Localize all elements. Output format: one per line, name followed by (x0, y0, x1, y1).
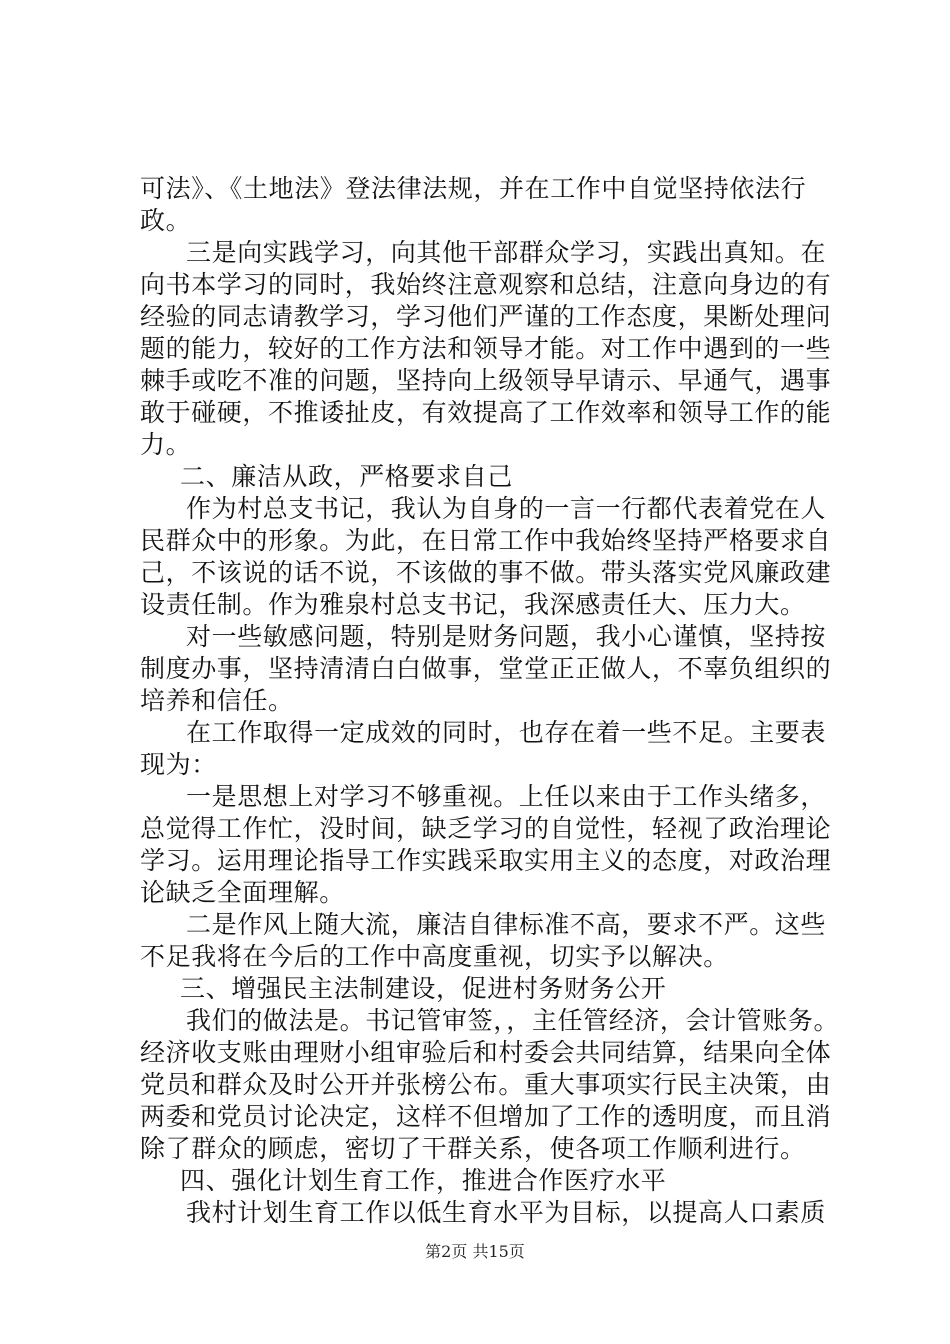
text-line: 两委和党员讨论决定，这样不但增加了工作的透明度，而且消 (140, 1102, 832, 1131)
text-line: 制度办事，坚持清清白白做事，堂堂正正做人，不辜负组织的 (140, 654, 832, 683)
text-line: 政。 (140, 206, 192, 235)
text-line: 经验的同志请教学习，学习他们严谨的工作态度，果断处理问 (140, 302, 832, 331)
paragraph-start: 一是思想上对学习不够重视。上任以来由于工作头绪多， (186, 782, 827, 811)
text-line: 论缺乏全面理解。 (140, 878, 345, 907)
text-line: 经济收支账由理财小组审验后和村委会共同结算，结果向全体 (140, 1038, 832, 1067)
paragraph-start: 三是向实践学习，向其他干部群众学习，实践出真知。在 (186, 238, 827, 267)
paragraph-start: 对一些敏感问题，特别是财务问题，我小心谨慎，坚持按 (186, 622, 827, 651)
page-number-footer: 第2页 共15页 (425, 1242, 525, 1261)
text-line: 民群众中的形象。为此，在日常工作中我始终坚持严格要求自 (140, 526, 832, 555)
document-body (140, 173, 840, 1229)
text-line: 设责任制。作为雅泉村总支书记，我深感责任大、压力大。 (140, 590, 806, 619)
section-heading: 四、强化计划生育工作，推进合作医疗水平 (180, 1166, 667, 1195)
text-line: 现为： (140, 750, 217, 779)
text-line: 力。 (140, 430, 192, 459)
text-line: 除了群众的顾虑，密切了干群关系，使各项工作顺利进行。 (140, 1134, 806, 1163)
text-line: 总觉得工作忙，没时间，缺乏学习的自觉性，轻视了政治理论 (140, 814, 832, 843)
text-line: 敢于碰硬，不推诿扯皮，有效提高了工作效率和领导工作的能 (140, 398, 832, 427)
section-heading: 二、廉洁从政，严格要求自己 (180, 462, 513, 491)
text-line: 不足我将在今后的工作中高度重视，切实予以解决。 (140, 942, 729, 971)
text-line: 培养和信任。 (140, 686, 294, 715)
text-line: 学习。运用理论指导工作实践采取实用主义的态度，对政治理 (140, 846, 832, 875)
section-heading: 三、增强民主法制建设，促进村务财务公开 (180, 974, 667, 1003)
text-line: 向书本学习的同时，我始终注意观察和总结，注意向身边的有 (140, 270, 832, 299)
text-line: 棘手或吃不准的问题，坚持向上级领导早请示、早通气，遇事 (140, 366, 832, 395)
paragraph-start: 在工作取得一定成效的同时，也存在着一些不足。主要表 (186, 718, 827, 747)
text-line: 题的能力，较好的工作方法和领导才能。对工作中遇到的一些 (140, 334, 832, 363)
paragraph-start: 二是作风上随大流，廉洁自律标准不高，要求不严。这些 (186, 910, 827, 939)
text-line: 党员和群众及时公开并张榜公布。重大事项实行民主决策，由 (140, 1070, 832, 1099)
text-line: 可法》、《土地法》登法律法规，并在工作中自觉坚持依法行 (140, 174, 807, 203)
paragraph-start: 我们的做法是。书记管审签，，主任管经济，会计管账务。 (186, 1006, 840, 1035)
text-line: 己，不该说的话不说，不该做的事不做。带头落实党风廉政建 (140, 558, 832, 587)
paragraph-start: 我村计划生育工作以低生育水平为目标，以提高人口素质 (186, 1198, 827, 1227)
paragraph-start: 作为村总支书记，我认为自身的一言一行都代表着党在人 (186, 494, 827, 523)
